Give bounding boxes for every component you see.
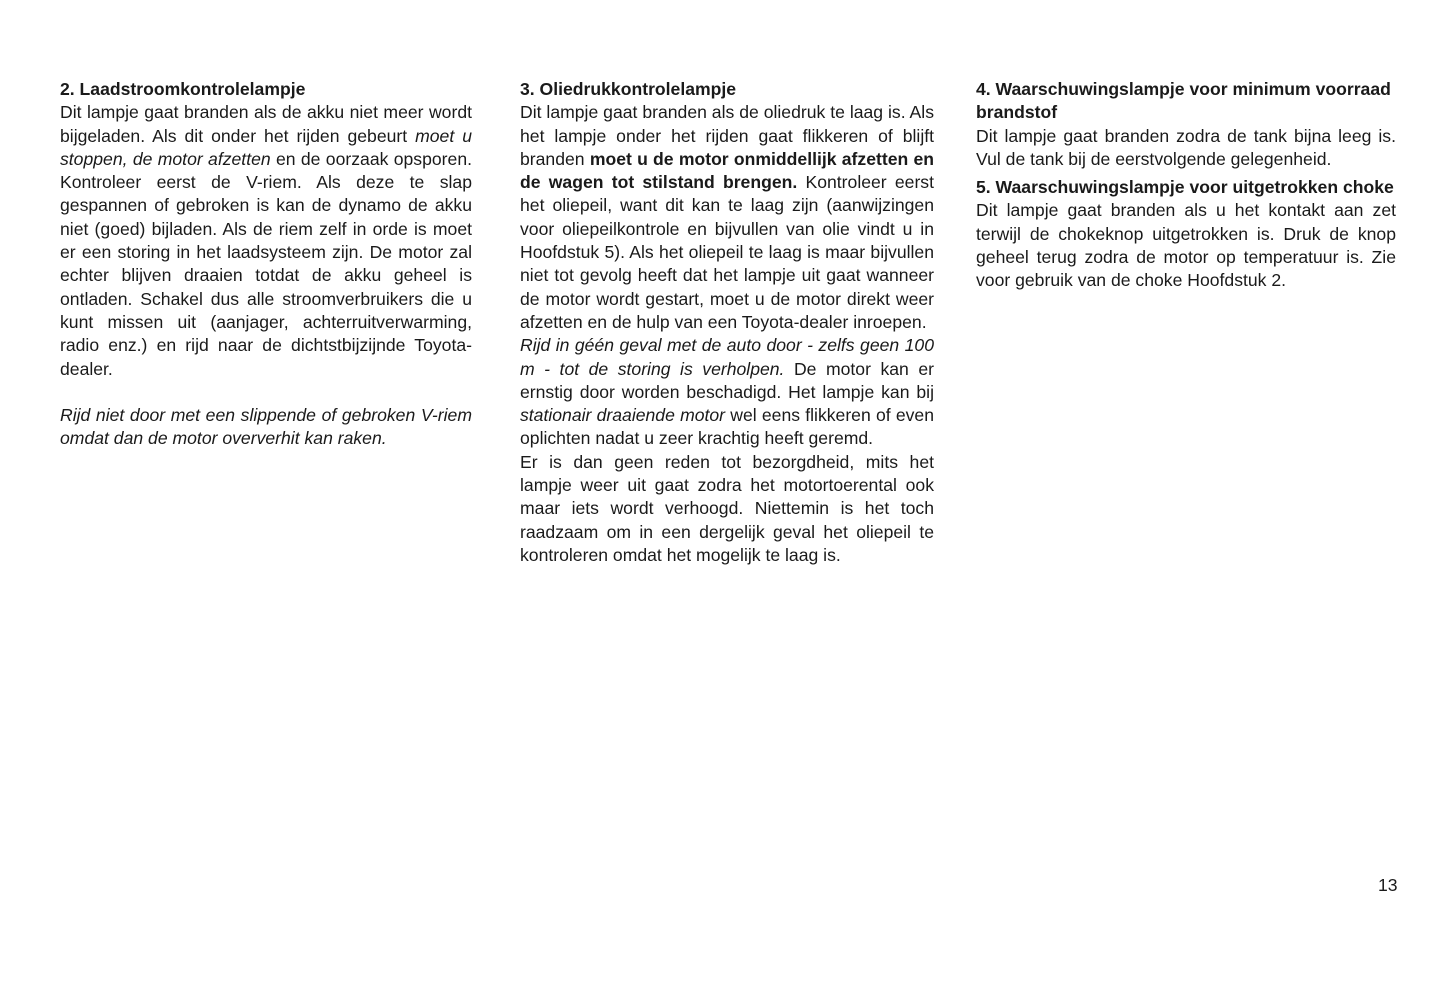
section-body-charge-lamp <box>60 101 472 381</box>
text-run: wel eens flikkeren of even oplichten nadat u zeer krachtig heeft geremd. <box>520 405 934 449</box>
column-middle <box>520 78 934 567</box>
section-body-choke-lamp: Dit lampje gaat branden als u het kontakt aan zet terwijl de chokeknop uitgetrokken is. Druk de knop geheel terug zodra de motor op temperatuur is. Zie voor gebruik van de choke Hoofdstuk 2. <box>976 200 1396 291</box>
italic-text-run: Rijd in géén geval met de auto door - zelfs geen 100 m - tot de storing is verholpen. <box>520 335 934 379</box>
section-heading-oil-pressure-lamp: 3. Oliedrukkontrolelampje <box>520 79 737 99</box>
warning-note-v-belt: Rijd niet door met een slippende of gebroken V-riem omdat dan de motor oververhit kan raken. <box>60 404 472 449</box>
oil-warning-paragraph <box>520 334 934 450</box>
italic-text-run: moet u stoppen, de motor afzetten <box>60 125 472 169</box>
column-left <box>60 78 472 450</box>
italic-text-run: stationair draaiende motor <box>520 405 726 426</box>
spacer <box>60 381 472 404</box>
bold-text-run: moet u de motor onmiddellijk afzetten en de wagen tot stilstand brengen. <box>520 148 934 193</box>
section-heading-choke-lamp: 5. Waarschuwingslampje voor uitgetrokken choke <box>976 177 1394 198</box>
page-number: 13 <box>1378 875 1398 895</box>
section-body-fuel-lamp: Dit lampje gaat branden zodra de tank bijna leeg is. Vul de tank bij de eerstvolgende gelegenheid. <box>976 125 1396 169</box>
section-heading-fuel-lamp: 4. Waarschuwingslampje voor minimum voorraad brandstof <box>976 79 1391 123</box>
text-run: Dit lampje gaat branden als de akku niet meer wordt bijgeladen. Als dit onder het rijden gebeurt <box>60 102 472 146</box>
text-run: De motor kan er ernstig door worden beschadigd. Het lampje kan bij <box>520 358 934 402</box>
text-run: en de oorzaak opsporen. Kontroleer eerst de V-riem. Als deze te slap gespannen of gebroken is kan de dynamo de akku niet (goed) bijladen. Als de riem zelf in orde is moet er een storing in het laadsysteem zijn. De motor zal echter blijven draaien totdat de akku geheel is ontladen. Schakel dus alle stroomverbruikers die u kunt missen uit (aanjager, achterruitverwarming, radio enz.) en rijd naar de dichtstbijzijnde Toyota-dealer. <box>60 148 472 379</box>
section-heading-charge-lamp: 2. Laadstroomkontrolelampje <box>60 79 306 99</box>
oil-reassurance-paragraph: Er is dan geen reden tot bezorgdheid, mits het lampje weer uit gaat zodra het motortoerental ook maar iets wordt verhoogd. Niettemin is het toch raadzaam om in een dergelijk geval het oliepeil te kontroleren omdat het mogelijk te laag is. <box>520 451 934 565</box>
column-right <box>976 78 1396 293</box>
text-run: Kontroleer eerst het oliepeil, want dit kan te laag zijn (aanwijzingen voor oliepeilkontrole en bijvullen van olie vindt u in Hoofdstuk 5). Als het oliepeil te laag is maar bijvullen niet tot gevolg heeft dat het lampje uit gaat wanneer de motor wordt gestart, moet u de motor direkt weer afzetten en de hulp van een Toyota-dealer inroepen. <box>520 172 934 332</box>
section-body-oil-pressure-lamp <box>520 101 934 334</box>
text-run: Dit lampje gaat branden als de oliedruk te laag is. Als het lampje onder het rijden gaat flikkeren of blijft branden <box>520 102 934 169</box>
